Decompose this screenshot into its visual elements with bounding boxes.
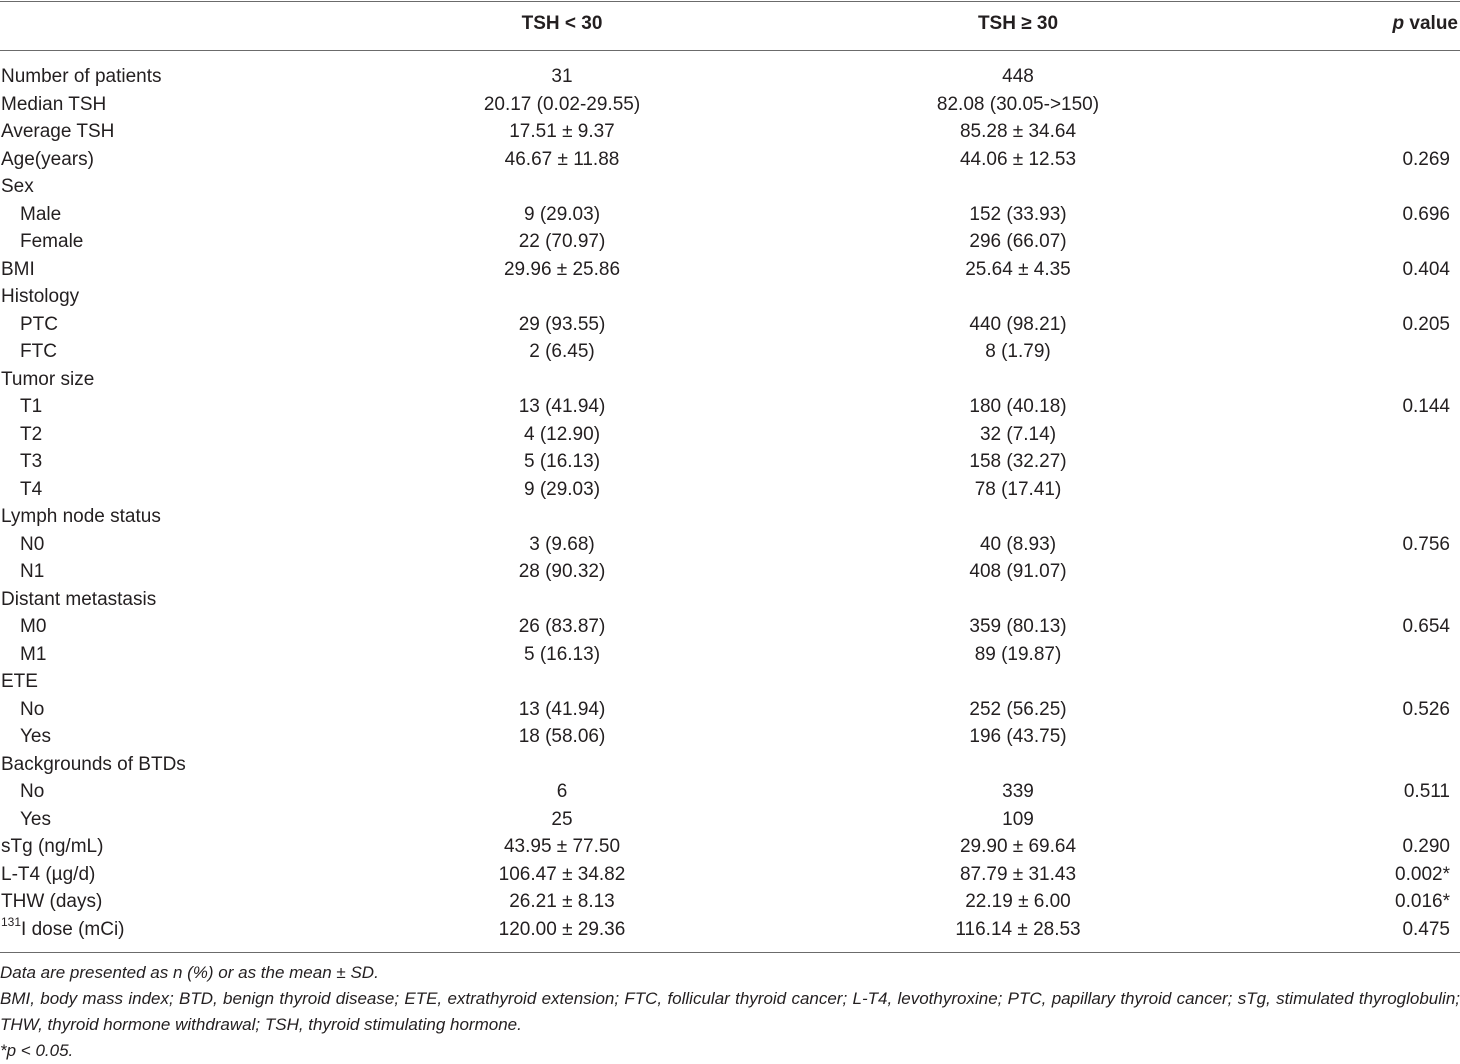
cell-tsh-30-or-more: 22.19 ± 6.00 [965,891,1071,912]
cell-tsh-below-30: 22 (70.97) [518,231,606,252]
row-label: M0 [20,616,47,637]
row-label: T2 [20,423,43,445]
cell-p-value: 0.696 [1402,203,1450,225]
cell-p-value: 0.756 [1402,533,1450,555]
cell-tsh-below-30: 26 (83.87) [518,616,606,637]
header-p-value [1393,13,1458,35]
header-rule [0,50,1460,51]
table-footnotes [0,960,1460,1064]
table-row [0,366,1460,394]
row-label: Yes [20,808,51,830]
header-p-letter: p [1392,13,1405,34]
row-label: ETE [1,671,38,692]
cell-tsh-below-30: 13 (41.94) [518,698,606,720]
cell-tsh-below-30: 9 (29.03) [523,203,601,225]
cell-tsh-30-or-more: 87.79 ± 31.43 [959,863,1077,885]
cell-tsh-30-or-more: 32 (7.14) [979,423,1057,445]
cell-tsh-below-30: 26.21 ± 8.13 [509,891,615,912]
row-label: FTC [20,341,57,362]
row-label: Number of patients [1,66,162,87]
row-label: Female [20,231,84,252]
cell-tsh-below-30: 25 [551,808,573,830]
table-row [0,448,1460,476]
cell-tsh-below-30: 20.17 (0.02-29.55) [483,93,641,115]
row-label: BMI [1,258,35,280]
cell-tsh-30-or-more: 152 (33.93) [969,203,1067,225]
row-label: No [20,781,45,802]
cell-p-value: 0.290 [1402,836,1450,857]
row-label: sTg (ng/mL) [1,836,104,857]
cell-tsh-below-30: 43.95 ± 77.50 [503,836,621,857]
table-row [0,63,1460,91]
table-row [0,833,1460,861]
cell-tsh-below-30: 31 [551,66,573,87]
table-row [0,311,1460,339]
cell-tsh-30-or-more: 296 (66.07) [969,231,1067,252]
cell-tsh-30-or-more: 25.64 ± 4.35 [965,258,1071,280]
cell-p-value: 0.404 [1402,258,1450,280]
row-label: PTC [20,313,58,335]
cell-tsh-30-or-more: 359 (80.13) [969,616,1067,637]
row-label: Age(years) [1,148,94,170]
cell-p-value: 0.144 [1402,396,1450,417]
footnote-significance: *p < 0.05. [0,1041,74,1060]
table-row [0,641,1460,669]
table-row [0,778,1460,806]
isotope-superscript: 131 [1,915,22,930]
row-label: Male [20,203,62,225]
table-row [0,751,1460,779]
table-row [0,916,1460,944]
row-label: Backgrounds of BTDs [1,753,186,775]
row-label: No [20,698,45,720]
cell-tsh-below-30: 18 (58.06) [518,726,606,747]
table-row [0,118,1460,146]
table-row [0,806,1460,834]
row-label: THW (days) [1,891,103,912]
table-row [0,531,1460,559]
cell-tsh-below-30: 5 (16.13) [523,643,601,665]
cell-tsh-30-or-more: 448 [1002,66,1034,87]
table-row [0,696,1460,724]
cell-tsh-30-or-more: 180 (40.18) [969,396,1067,417]
table-row [0,586,1460,614]
cell-tsh-below-30: 6 [556,781,568,802]
cell-tsh-below-30: 2 (6.45) [529,341,595,362]
table-row [0,201,1460,229]
cell-p-value: 0.526 [1402,698,1450,720]
cell-tsh-below-30: 106.47 ± 34.82 [498,863,626,885]
cell-p-value: 0.269 [1402,148,1450,170]
cell-tsh-below-30: 9 (29.03) [523,478,601,500]
cell-tsh-30-or-more: 196 (43.75) [969,726,1067,747]
cell-tsh-30-or-more: 89 (19.87) [974,643,1062,665]
row-label-text: I dose (mCi) [21,918,125,940]
table-row [0,723,1460,751]
cell-tsh-30-or-more: 85.28 ± 34.64 [959,121,1077,142]
cell-p-value: 0.016* [1395,891,1450,912]
table-body [0,63,1460,943]
footnote-data-format: Data are presented as n (%) or as the mean ± SD. [0,963,379,982]
table-row [0,668,1460,696]
table-row [0,91,1460,119]
table-row [0,503,1460,531]
cell-p-value: 0.205 [1402,313,1450,335]
cell-p-value: 0.654 [1402,616,1450,637]
cell-tsh-30-or-more: 40 (8.93) [979,533,1057,555]
row-label: Distant metastasis [1,588,157,610]
cell-tsh-below-30: 29 (93.55) [518,313,606,335]
row-label: T3 [20,451,43,472]
footnote-abbreviations: BMI, body mass index; BTD, benign thyroid disease; ETE, extrathyroid extension; FTC, follicular thyroid cancer; L-T4, levothyroxine; PTC, papillary thyroid cancer; sTg, stimulated thyroglobulin; THW, thyroid hormone withdrawal; TSH, thyroid stimulating hormone. [0,989,1460,1034]
cell-tsh-30-or-more: 339 [1002,781,1034,802]
row-label: Average TSH [1,121,115,142]
cell-tsh-30-or-more: 109 [1002,808,1034,830]
table-row [0,146,1460,174]
cell-tsh-below-30: 29.96 ± 25.86 [503,258,621,280]
row-label: Lymph node status [1,506,161,527]
cell-tsh-30-or-more: 116.14 ± 28.53 [955,918,1081,940]
cell-tsh-30-or-more: 82.08 (30.05->150) [936,93,1100,115]
cell-tsh-below-30: 13 (41.94) [518,396,606,417]
table-row [0,393,1460,421]
bottom-rule [0,952,1460,953]
row-label: N0 [20,533,45,555]
header-tsh-30-or-more: TSH ≥ 30 [977,13,1059,34]
cell-tsh-30-or-more: 44.06 ± 12.53 [959,148,1077,170]
cell-p-value: 0.475 [1402,918,1450,940]
header-tsh-below-30: TSH < 30 [521,13,603,34]
cell-tsh-below-30: 17.51 ± 9.37 [509,121,615,142]
cell-tsh-30-or-more: 440 (98.21) [969,313,1067,335]
row-label: N1 [20,561,45,582]
cell-tsh-30-or-more: 252 (56.25) [969,698,1067,720]
table-row [0,613,1460,641]
row-label: Yes [20,726,51,747]
row-label: Median TSH [1,93,107,115]
cell-tsh-below-30: 46.67 ± 11.88 [504,148,620,170]
cell-tsh-below-30: 3 (9.68) [529,533,595,555]
table-row [0,256,1460,284]
cell-tsh-30-or-more: 78 (17.41) [974,478,1062,500]
cell-tsh-below-30: 28 (90.32) [518,561,606,582]
cell-tsh-30-or-more: 158 (32.27) [969,451,1067,472]
top-rule [0,1,1460,2]
row-label: L-T4 (µg/d) [1,863,96,885]
table-row [0,283,1460,311]
cell-tsh-30-or-more: 408 (91.07) [969,561,1067,582]
table-row [0,476,1460,504]
cell-p-value: 0.511 [1403,781,1450,802]
table-row [0,888,1460,916]
row-label: T4 [20,478,43,500]
cell-tsh-below-30: 5 (16.13) [523,451,601,472]
row-label: T1 [20,396,43,417]
cell-tsh-below-30: 120.00 ± 29.36 [498,918,626,940]
row-label [1,916,125,944]
table-row [0,558,1460,586]
cell-tsh-30-or-more: 29.90 ± 69.64 [959,836,1077,857]
cell-tsh-below-30: 4 (12.90) [523,423,601,445]
table-row [0,173,1460,201]
table-row [0,861,1460,889]
row-label: M1 [20,643,47,665]
row-label: Histology [1,286,80,307]
header-value-word: value [1404,13,1458,34]
row-label: Tumor size [1,368,95,390]
table-row [0,228,1460,256]
cell-p-value: 0.002* [1395,863,1450,885]
cell-tsh-30-or-more: 8 (1.79) [985,341,1051,362]
row-label: Sex [1,176,34,197]
table-row [0,421,1460,449]
table-header [0,13,1460,41]
table-row [0,338,1460,366]
